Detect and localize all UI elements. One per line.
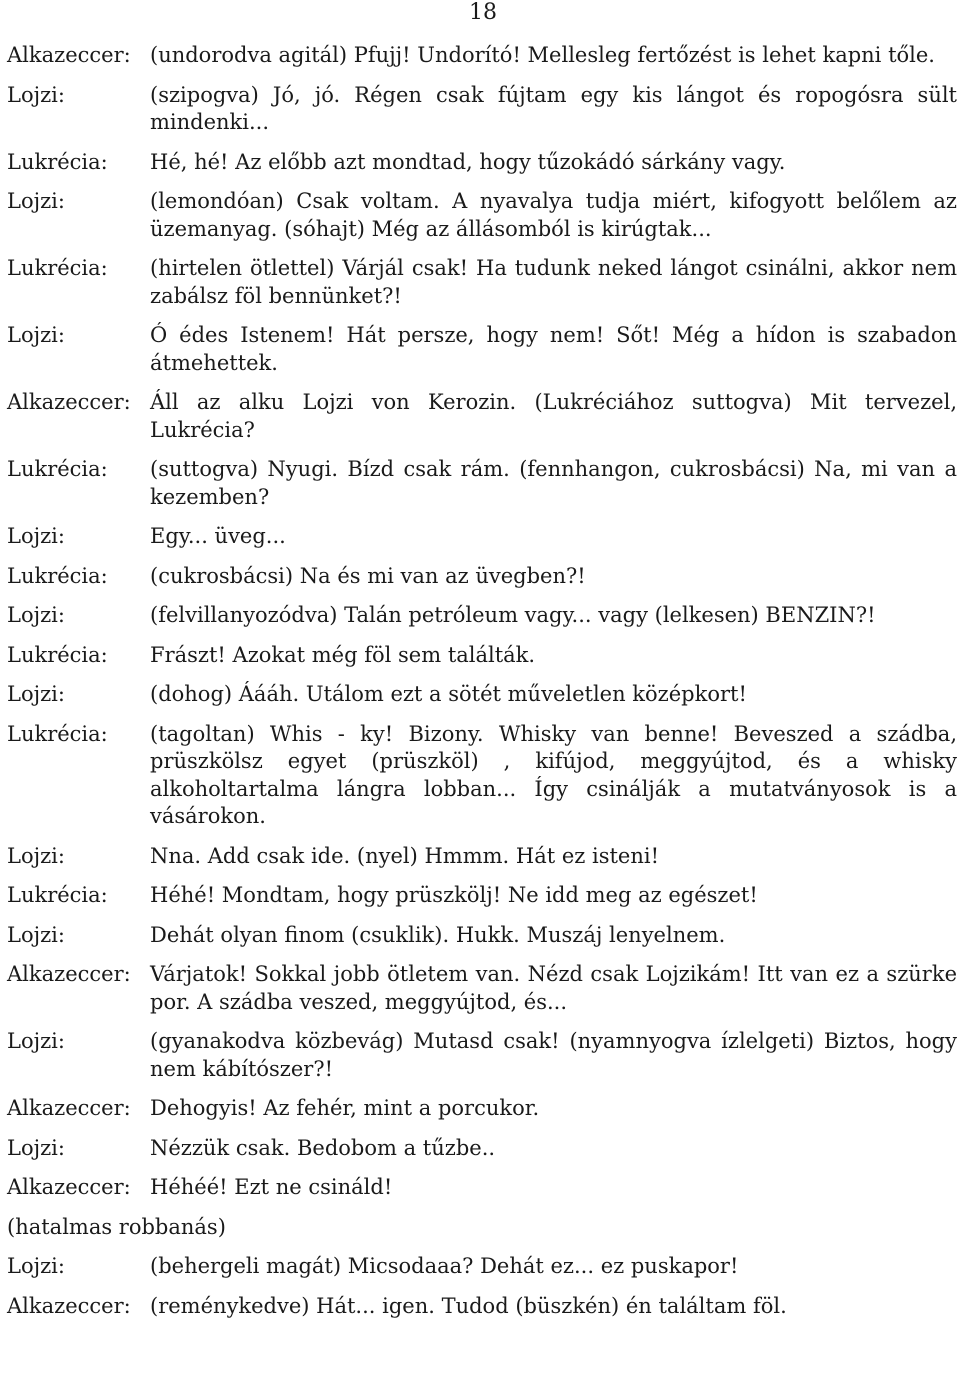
dialogue-entry <box>7 1174 957 1202</box>
speaker-name: Lojzi: <box>7 82 65 107</box>
dialogue-line: (suttogva) Nyugi. Bízd csak rám. (fennhangon, cukrosbácsi) Na, mi van a kezemben? <box>150 457 957 509</box>
speaker-name: Alkazeccer: <box>7 390 131 414</box>
speaker-name: Lojzi: <box>7 603 65 627</box>
dialogue-line: (dohog) Áááh. Utálom ezt a sötét műveletlen középkort! <box>150 682 747 706</box>
speaker-name: Alkazeccer: <box>7 1293 131 1318</box>
dialogue-line: (undorodva agitál) Pfujj! Undorító! Mellesleg fertőzést is lehet kapni tőle. <box>150 43 935 67</box>
dialogue-line: (gyanakodva közbevág) Mutasd csak! (nyamnyogva ízlelgeti) Biztos, hogy nem kábítószer?! <box>150 1029 957 1081</box>
dialogue-entry <box>7 642 957 670</box>
dialogue-entry <box>7 255 957 310</box>
speaker-name: Lukrécia: <box>7 149 108 174</box>
dialogue-entry <box>7 563 957 591</box>
dialogue-line: (felvillanyozódva) Talán petróleum vagy... vagy (lelkesen) BENZIN?! <box>150 603 876 627</box>
dialogue-line: Egy... üveg... <box>150 524 286 548</box>
dialogue-line: Nna. Add csak ide. (nyel) Hmmm. Hát ez isteni! <box>150 843 660 868</box>
dialogue-line: Héhé! Mondtam, hogy prüszkölj! Ne idd meg az egészet! <box>150 883 758 907</box>
speaker-name: Lukrécia: <box>7 256 108 280</box>
speaker-name: Alkazeccer: <box>7 43 131 67</box>
speaker-name: Lojzi: <box>7 1135 65 1160</box>
dialogue-entry <box>7 961 957 1016</box>
dialogue-entry <box>7 1095 957 1123</box>
dialogue-entry <box>7 922 957 950</box>
dialogue-line: (behergeli magát) Micsodaaa? Dehát ez... ez puskapor! <box>150 1254 739 1278</box>
speaker-name: Alkazeccer: <box>7 1175 131 1199</box>
speaker-name: Lojzi: <box>7 843 65 868</box>
dialogue-entry <box>7 1293 957 1321</box>
dialogue-entry <box>7 42 957 70</box>
dialogue-line: Dehogyis! Az fehér, mint a porcukor. <box>150 1096 540 1120</box>
dialogue-entry <box>7 1135 957 1163</box>
dialogue-line: Áll az alku Lojzi von Kerozin. (Lukréciához suttogva) Mit tervezel, Lukrécia? <box>150 390 957 442</box>
dialogue-line: Ó édes Istenem! Hát persze, hogy nem! Sőt! Még a hídon is szabadon átmehettek. <box>150 323 957 375</box>
dialogue-entry <box>7 149 957 177</box>
speaker-name: Lojzi: <box>7 1254 65 1278</box>
speaker-name: Lojzi: <box>7 682 65 706</box>
dialogue-entry <box>7 721 957 831</box>
speaker-name: Lojzi: <box>7 1029 65 1053</box>
speaker-name: Lojzi: <box>7 189 65 213</box>
stage-direction: (hatalmas robbanás) <box>7 1214 226 1239</box>
speaker-name: Lukrécia: <box>7 642 108 667</box>
dialogue-line: Nézzük csak. Bedobom a tűzbe.. <box>150 1135 496 1160</box>
speaker-name: Lojzi: <box>7 922 65 947</box>
dialogue-line: Frászt! Azokat még föl sem találták. <box>150 642 536 667</box>
dialogue-line: Hé, hé! Az előbb azt mondtad, hogy tűzokádó sárkány vagy. <box>150 149 786 174</box>
dialogue-line: (lemondóan) Csak voltam. A nyavalya tudja miért, kifogyott belőlem az üzemanyag. (sóhajt) Még az állásomból is kirúgtak... <box>150 189 957 241</box>
dialogue-entry <box>7 681 957 709</box>
page-number: 18 <box>469 0 497 25</box>
dialogue-entry <box>7 843 957 871</box>
dialogue-line: (szipogva) Jó, jó. Régen csak fújtam egy kis lángot és ropogósra sült mindenki... <box>150 82 957 134</box>
dialogue-line: (hirtelen ötlettel) Várjál csak! Ha tudunk neked lángot csinálni, akkor nem zabálsz föl bennünket?! <box>150 256 957 308</box>
dialogue-entry <box>7 1253 957 1281</box>
dialogue-line: (reménykedve) Hát... igen. Tudod (büszkén) én találtam föl. <box>150 1293 787 1318</box>
dialogue-line: Dehát olyan finom (csuklik). Hukk. Muszáj lenyelnem. <box>150 922 726 947</box>
dialogue-line: (cukrosbácsi) Na és mi van az üvegben?! <box>150 563 586 588</box>
dialogue-entry <box>7 456 957 511</box>
speaker-name: Lukrécia: <box>7 883 108 907</box>
dialogue-entry <box>7 523 957 551</box>
dialogue-line: (tagoltan) Whis - ky! Bizony. Whisky van benne! Beveszed a szádba, prüszkölsz egyet (prüszköl) , kifújod, meggyújtod, és a whisky alkoholtartalma lángra lobban... Így csinálják a mutatványosok is a vásárokon. <box>150 721 957 828</box>
speaker-name: Lukrécia: <box>7 457 108 481</box>
dialogue-line: Várjatok! Sokkal jobb ötletem van. Nézd csak Lojzikám! Itt van ez a szürke por. A szádba veszed, meggyújtod, és... <box>150 962 957 1014</box>
speaker-name: Lukrécia: <box>7 721 108 746</box>
speaker-name: Alkazeccer: <box>7 962 131 986</box>
speaker-name: Lukrécia: <box>7 563 108 588</box>
dialogue-entry <box>7 389 957 444</box>
dialogue-entry <box>7 1028 957 1083</box>
speaker-name: Alkazeccer: <box>7 1096 131 1120</box>
script-body <box>7 42 957 1332</box>
dialogue-line: Héhéé! Ezt ne csináld! <box>150 1175 393 1199</box>
dialogue-entry <box>7 602 957 630</box>
speaker-name: Lojzi: <box>7 524 65 548</box>
dialogue-entry <box>7 322 957 377</box>
dialogue-entry <box>7 188 957 243</box>
speaker-name: Lojzi: <box>7 323 65 347</box>
dialogue-entry <box>7 882 957 910</box>
dialogue-entry <box>7 82 957 137</box>
